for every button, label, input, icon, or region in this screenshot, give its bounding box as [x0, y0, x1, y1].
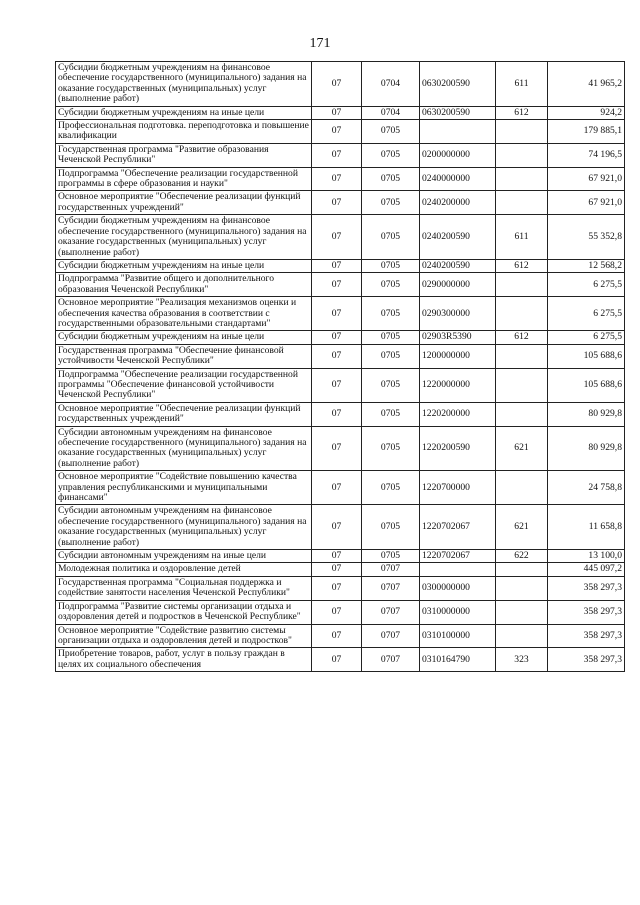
row-expense-kind	[496, 344, 548, 368]
row-target-article: 0240200590	[420, 259, 496, 272]
row-expense-kind	[496, 297, 548, 331]
row-subsection: 0705	[362, 191, 420, 215]
row-name: Субсидии автономным учреждениям на финансовое обеспечение государственного (муниципального) задания на оказание государственных (муниципальных) услуг (выполнение работ)	[56, 505, 312, 550]
row-target-article: 0200000000	[420, 143, 496, 167]
row-name: Подпрограмма "Обеспечение реализации государственной программы в сфере образования и науки"	[56, 167, 312, 191]
row-amount: 358 297,3	[548, 624, 625, 648]
row-expense-kind	[496, 120, 548, 144]
row-name: Подпрограмма "Развитие системы организации отдыха и оздоровления детей и подростков в Чеченской Республике"	[56, 600, 312, 624]
row-name: Субсидии бюджетным учреждениям на иные цели	[56, 106, 312, 119]
row-amount: 11 658,8	[548, 505, 625, 550]
table-row	[56, 624, 625, 648]
row-target-article: 1220200590	[420, 426, 496, 471]
row-target-article	[420, 563, 496, 576]
row-name: Субсидии автономным учреждениям на финансовое обеспечение государственного (муниципального) задания на оказание государственных (муниципальных) услуг (выполнение работ)	[56, 426, 312, 471]
row-subsection: 0705	[362, 368, 420, 402]
row-section: 07	[312, 331, 362, 344]
row-subsection: 0705	[362, 402, 420, 426]
row-subsection: 0707	[362, 648, 420, 672]
row-subsection: 0705	[362, 505, 420, 550]
row-amount: 6 275,5	[548, 273, 625, 297]
row-name: Основное мероприятие "Содействие развитию системы организации отдыха и оздоровления детей и подростков"	[56, 624, 312, 648]
row-amount: 179 885,1	[548, 120, 625, 144]
table-row	[56, 62, 625, 107]
row-amount: 6 275,5	[548, 331, 625, 344]
row-section: 07	[312, 368, 362, 402]
row-subsection: 0705	[362, 215, 420, 260]
row-amount: 80 929,8	[548, 402, 625, 426]
row-section: 07	[312, 600, 362, 624]
table-row	[56, 191, 625, 215]
table-row	[56, 368, 625, 402]
row-section: 07	[312, 120, 362, 144]
row-target-article: 0630200590	[420, 106, 496, 119]
row-target-article	[420, 120, 496, 144]
row-target-article: 0310164790	[420, 648, 496, 672]
table-row	[56, 563, 625, 576]
row-amount: 67 921,0	[548, 167, 625, 191]
row-expense-kind: 612	[496, 106, 548, 119]
row-expense-kind	[496, 600, 548, 624]
row-section: 07	[312, 563, 362, 576]
row-subsection: 0705	[362, 273, 420, 297]
row-section: 07	[312, 426, 362, 471]
row-expense-kind	[496, 624, 548, 648]
row-subsection: 0707	[362, 600, 420, 624]
row-expense-kind	[496, 191, 548, 215]
row-target-article: 0300000000	[420, 576, 496, 600]
row-expense-kind	[496, 563, 548, 576]
row-section: 07	[312, 402, 362, 426]
row-amount: 41 965,2	[548, 62, 625, 107]
row-section: 07	[312, 648, 362, 672]
row-section: 07	[312, 471, 362, 505]
row-name: Молодежная политика и оздоровление детей	[56, 563, 312, 576]
row-subsection: 0705	[362, 297, 420, 331]
row-target-article: 0240000000	[420, 167, 496, 191]
row-subsection: 0705	[362, 143, 420, 167]
row-amount: 358 297,3	[548, 600, 625, 624]
table-row	[56, 259, 625, 272]
row-target-article: 02903R5390	[420, 331, 496, 344]
row-amount: 358 297,3	[548, 648, 625, 672]
table-row	[56, 648, 625, 672]
row-section: 07	[312, 259, 362, 272]
row-target-article: 1220200000	[420, 402, 496, 426]
row-expense-kind: 612	[496, 259, 548, 272]
row-section: 07	[312, 167, 362, 191]
table-row	[56, 106, 625, 119]
table-row	[56, 600, 625, 624]
table-row	[56, 576, 625, 600]
row-target-article: 0310000000	[420, 600, 496, 624]
row-amount: 445 097,2	[548, 563, 625, 576]
row-name: Основное мероприятие "Обеспечение реализации функций государственных учреждений"	[56, 191, 312, 215]
table-row	[56, 426, 625, 471]
row-name: Подпрограмма "Обеспечение реализации государственной программы "Обеспечение финансовой устойчивости Чеченской Республики"	[56, 368, 312, 402]
row-subsection: 0705	[362, 426, 420, 471]
row-name: Приобретение товаров, работ, услуг в пользу граждан в целях их социального обеспечения	[56, 648, 312, 672]
row-target-article: 0290300000	[420, 297, 496, 331]
row-expense-kind: 621	[496, 505, 548, 550]
row-section: 07	[312, 624, 362, 648]
row-name: Государственная программа "Развитие образования Чеченской Республики"	[56, 143, 312, 167]
row-name: Профессиональная подготовка. переподготовка и повышение квалификации	[56, 120, 312, 144]
row-name: Государственная программа "Социальная поддержка и содействие занятости населения Чеченской Республики"	[56, 576, 312, 600]
row-target-article: 1220702067	[420, 505, 496, 550]
row-expense-kind: 621	[496, 426, 548, 471]
row-name: Подпрограмма "Развитие общего и дополнительного образования Чеченской Республики"	[56, 273, 312, 297]
row-name: Субсидии автономным учреждениям на иные цели	[56, 550, 312, 563]
budget-table	[55, 61, 625, 672]
row-name: Основное мероприятие "Реализация механизмов оценки и обеспечения качества образования в соответствии с государственными образовательными стандартами"	[56, 297, 312, 331]
row-section: 07	[312, 191, 362, 215]
row-expense-kind: 622	[496, 550, 548, 563]
row-target-article: 1220702067	[420, 550, 496, 563]
table-row	[56, 505, 625, 550]
row-section: 07	[312, 297, 362, 331]
row-expense-kind: 611	[496, 215, 548, 260]
row-amount: 12 568,2	[548, 259, 625, 272]
row-subsection: 0705	[362, 167, 420, 191]
row-target-article: 0290000000	[420, 273, 496, 297]
row-expense-kind	[496, 368, 548, 402]
table-row	[56, 167, 625, 191]
table-row	[56, 331, 625, 344]
row-section: 07	[312, 576, 362, 600]
row-amount: 24 758,8	[548, 471, 625, 505]
row-subsection: 0704	[362, 62, 420, 107]
table-row	[56, 143, 625, 167]
row-name: Основное мероприятие "Обеспечение реализации функций государственных учреждений"	[56, 402, 312, 426]
row-expense-kind	[496, 402, 548, 426]
row-amount: 67 921,0	[548, 191, 625, 215]
table-row	[56, 402, 625, 426]
row-subsection: 0705	[362, 259, 420, 272]
row-target-article: 0240200590	[420, 215, 496, 260]
row-subsection: 0705	[362, 344, 420, 368]
row-amount: 55 352,8	[548, 215, 625, 260]
row-section: 07	[312, 62, 362, 107]
row-section: 07	[312, 106, 362, 119]
row-amount: 105 688,6	[548, 368, 625, 402]
row-section: 07	[312, 550, 362, 563]
row-target-article: 1220000000	[420, 368, 496, 402]
row-subsection: 0705	[362, 550, 420, 563]
row-target-article: 0240200000	[420, 191, 496, 215]
table-row	[56, 471, 625, 505]
row-amount: 6 275,5	[548, 297, 625, 331]
row-subsection: 0707	[362, 624, 420, 648]
row-subsection: 0705	[362, 120, 420, 144]
row-expense-kind	[496, 167, 548, 191]
row-section: 07	[312, 344, 362, 368]
row-amount: 80 929,8	[548, 426, 625, 471]
table-row	[56, 344, 625, 368]
row-target-article: 0310100000	[420, 624, 496, 648]
row-target-article: 1200000000	[420, 344, 496, 368]
row-name: Государственная программа "Обеспечение финансовой устойчивости Чеченской Республики"	[56, 344, 312, 368]
row-section: 07	[312, 273, 362, 297]
row-amount: 13 100,0	[548, 550, 625, 563]
row-amount: 105 688,6	[548, 344, 625, 368]
row-expense-kind: 323	[496, 648, 548, 672]
row-amount: 358 297,3	[548, 576, 625, 600]
table-row	[56, 215, 625, 260]
row-expense-kind	[496, 471, 548, 505]
row-section: 07	[312, 215, 362, 260]
row-expense-kind: 611	[496, 62, 548, 107]
row-name: Основное мероприятие "Содействие повышению качества управления республиканскими и муниципальными финансами"	[56, 471, 312, 505]
row-expense-kind: 612	[496, 331, 548, 344]
row-amount: 74 196,5	[548, 143, 625, 167]
row-subsection: 0704	[362, 106, 420, 119]
page-number: 171	[309, 36, 331, 51]
row-section: 07	[312, 505, 362, 550]
row-name: Субсидии бюджетным учреждениям на иные цели	[56, 259, 312, 272]
row-target-article: 1220700000	[420, 471, 496, 505]
table-row	[56, 120, 625, 144]
row-subsection: 0707	[362, 576, 420, 600]
row-subsection: 0705	[362, 331, 420, 344]
row-subsection: 0707	[362, 563, 420, 576]
row-expense-kind	[496, 576, 548, 600]
table-row	[56, 550, 625, 563]
row-expense-kind	[496, 143, 548, 167]
row-target-article: 0630200590	[420, 62, 496, 107]
table-row	[56, 273, 625, 297]
row-name: Субсидии бюджетным учреждениям на финансовое обеспечение государственного (муниципального) задания на оказание государственных (муниципальных) услуг (выполнение работ)	[56, 62, 312, 107]
table-row	[56, 297, 625, 331]
row-section: 07	[312, 143, 362, 167]
row-name: Субсидии бюджетным учреждениям на финансовое обеспечение государственного (муниципального) задания на оказание государственных (муниципальных) услуг (выполнение работ)	[56, 215, 312, 260]
row-subsection: 0705	[362, 471, 420, 505]
row-name: Субсидии бюджетным учреждениям на иные цели	[56, 331, 312, 344]
row-expense-kind	[496, 273, 548, 297]
row-amount: 924,2	[548, 106, 625, 119]
